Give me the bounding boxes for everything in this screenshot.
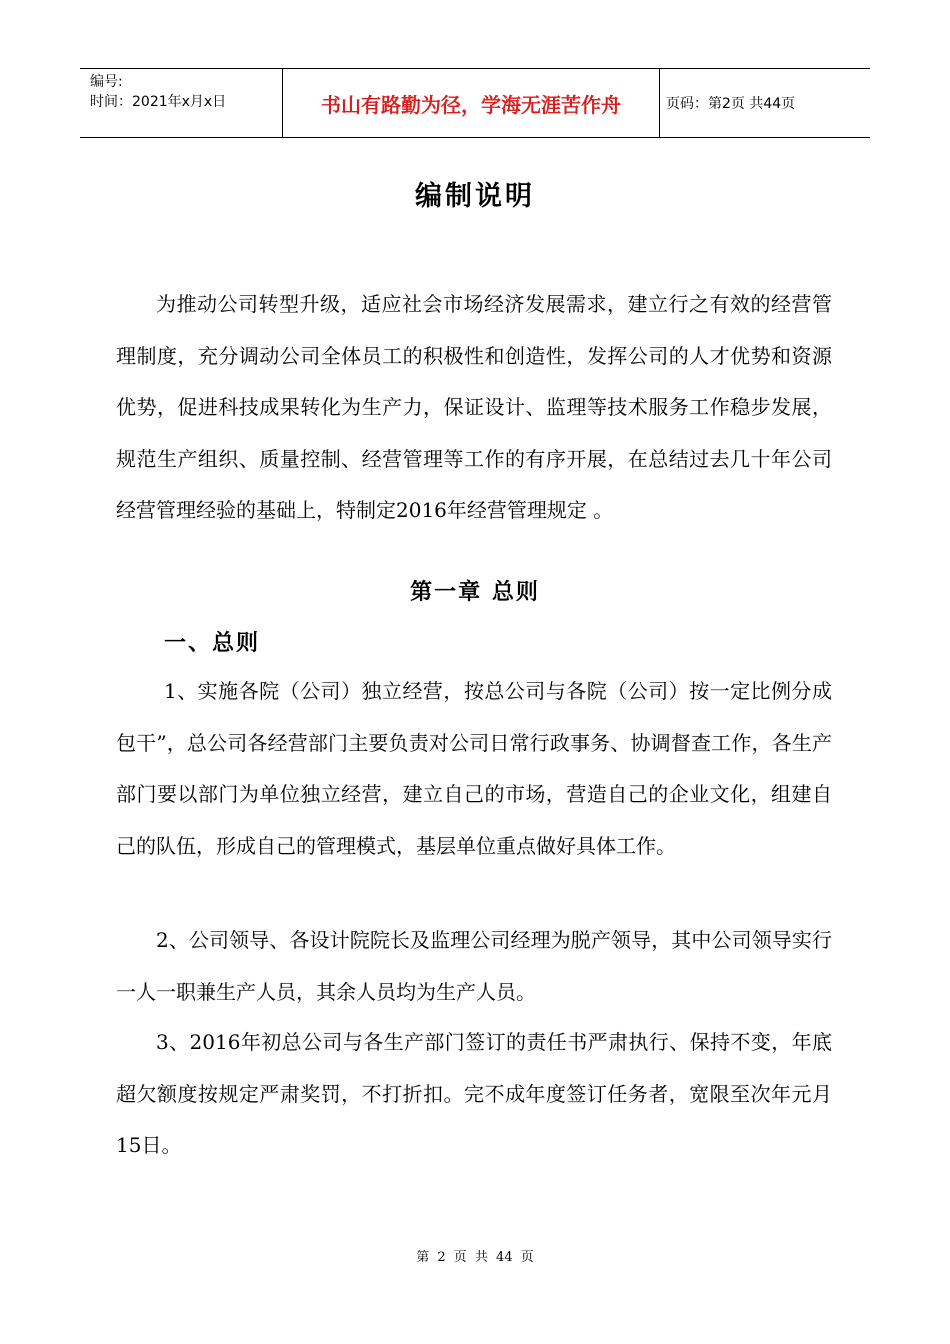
intro-paragraph: 为推动公司转型升级，适应社会市场经济发展需求，建立行之有效的经营管理制度，充分调动公司全体员工的积极性和创造性，发挥公司的人才优势和资源优势，促进科技成果转化为生产力，保证设计、监理等技术服务工作稳步发展，规范生产组织、质量控制、经营管理等工作的有序开展，在总结过去几十年公司经营管理经验的基础上，特制定2016年经营管理规定 。 (116, 292, 832, 522)
document-title: 编制说明 (415, 181, 535, 212)
page-header (80, 68, 870, 138)
chapter-heading: 第一章 总则 (410, 580, 540, 605)
clause-2-paragraph: 2、公司领导、各设计院院长及监理公司经理为脱产领导，其中公司领导实行一人一职兼生产人员，其余人员均为生产人员。 (116, 928, 832, 1004)
document-time-label: 时间：2021年x月x日 (90, 94, 227, 110)
clause-1-paragraph: 1、实施各院（公司）独立经营，按总公司与各院（公司）按一定比例分成包干”，总公司各经营部门主要负责对公司日常行政事务、协调督查工作，各生产部门要以部门为单位独立经营，建立自己的市场，营造自己的企业文化，组建自己的队伍，形成自己的管理模式，基层单位重点做好具体工作。 (116, 679, 832, 858)
header-slogan: 书山有路勤为径，学海无涯苦作舟 (282, 69, 660, 137)
page-footer: 第 2 页 共 44 页 (416, 1250, 534, 1265)
header-info (80, 69, 282, 137)
section-heading: 一、总则 (164, 631, 261, 656)
document-number-label: 编号: (90, 74, 123, 90)
clause-3-paragraph: 3、2016年初总公司与各生产部门签订的责任书严肃执行、保持不变，年底超欠额度按规定严肃奖罚，不打折扣。完不成年度签订任务者，宽限至次年元月15日。 (116, 1030, 832, 1157)
header-page-label: 页码：第2页 共44页 (666, 96, 796, 112)
